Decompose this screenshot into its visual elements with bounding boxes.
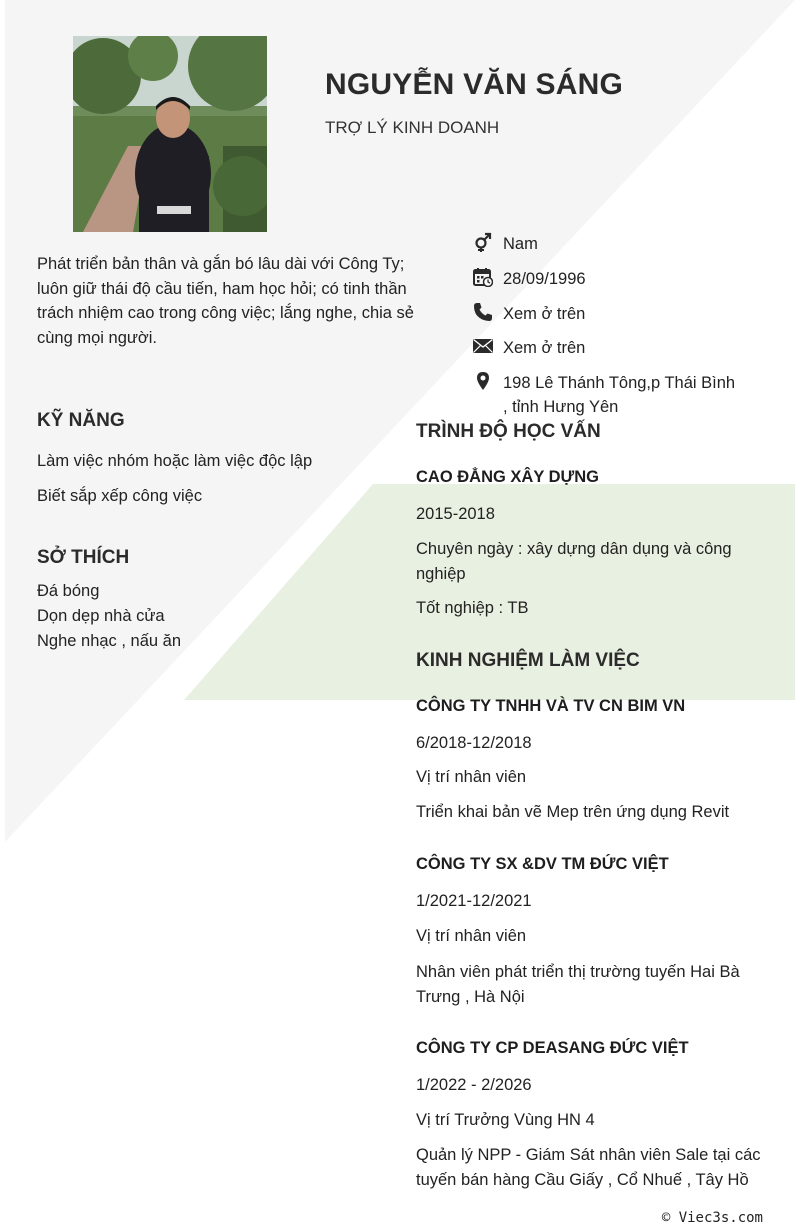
hobby-item: Đá bóng <box>37 582 100 600</box>
contact-birthday <box>473 267 773 302</box>
gender-value: Nam <box>503 235 538 253</box>
education-school: CAO ĐẲNG XÂY DỰNG <box>416 468 599 486</box>
hobbies-heading: SỞ THÍCH <box>37 547 130 568</box>
profile-photo <box>73 36 267 232</box>
address-value: 198 Lê Thánh Tông,p Thái Bình , tỉnh Hưng Yên <box>503 374 736 417</box>
hobby-item: Nghe nhạc , nấu ăn <box>37 632 182 650</box>
career-objective: Phát triển bản thân và gắn bó lâu dài với Công Ty; luôn giữ thái độ cầu tiến, ham học hỏi; có tinh thần trách nhiệm cao trong công việc; lắng nghe, chia sẻ cùng mọi người. <box>37 255 414 347</box>
job-title: TRỢ LÝ KINH DOANH <box>325 118 500 137</box>
job-period: 1/2022 - 2/2026 <box>416 1076 532 1094</box>
experience-heading: KINH NGHIỆM LÀM VIỆC <box>416 650 640 671</box>
gender-icon <box>473 232 493 252</box>
education-heading: TRÌNH ĐỘ HỌC VẤN <box>416 421 601 442</box>
contact-email <box>473 336 773 371</box>
job-role: Vị trí nhân viên <box>416 927 527 945</box>
job-role: Vị trí nhân viên <box>416 768 527 786</box>
location-icon <box>473 371 493 391</box>
education-grade: Tốt nghiệp : TB <box>416 599 529 617</box>
email-icon <box>473 336 493 356</box>
footer-watermark: © Viec3s.com <box>661 1210 763 1226</box>
education-period: 2015-2018 <box>416 505 495 523</box>
job-company: CÔNG TY TNHH VÀ TV CN BIM VN <box>416 697 686 715</box>
phone-value: Xem ở trên <box>503 304 586 323</box>
contact-gender <box>473 232 773 267</box>
job-description: Nhân viên phát triển thị trường tuyến Hai Bà Trưng , Hà Nội <box>416 963 740 1006</box>
job-company: CÔNG TY SX &DV TM ĐỨC VIỆT <box>416 855 669 873</box>
job-period: 1/2021-12/2021 <box>416 892 532 910</box>
skill-item: Làm việc nhóm hoặc làm việc độc lập <box>37 452 313 470</box>
calendar-icon <box>473 267 493 287</box>
contact-phone <box>473 302 773 337</box>
job-role: Vị trí Trưởng Vùng HN 4 <box>416 1111 595 1129</box>
skill-item: Biết sắp xếp công việc <box>37 487 203 505</box>
job-period: 6/2018-12/2018 <box>416 734 532 752</box>
phone-icon <box>473 302 493 322</box>
education-major: Chuyên ngày : xây dựng dân dụng và công nghiệp <box>416 540 732 583</box>
job-description: Quản lý NPP - Giám Sát nhân viên Sale tại các tuyến bán hàng Cầu Giấy , Cổ Nhuế , Tây Hồ <box>416 1146 761 1189</box>
candidate-name: NGUYỄN VĂN SÁNG <box>325 68 624 101</box>
birthday-value: 28/09/1996 <box>503 269 586 288</box>
skills-heading: KỸ NĂNG <box>37 410 125 431</box>
contact-info <box>473 232 773 417</box>
job-description: Triển khai bản vẽ Mep trên ứng dụng Revit <box>416 803 730 821</box>
contact-address <box>473 371 773 417</box>
job-company: CÔNG TY CP DEASANG ĐỨC VIỆT <box>416 1039 689 1057</box>
hobby-item: Dọn dẹp nhà cửa <box>37 607 165 625</box>
email-value: Xem ở trên <box>503 339 586 358</box>
